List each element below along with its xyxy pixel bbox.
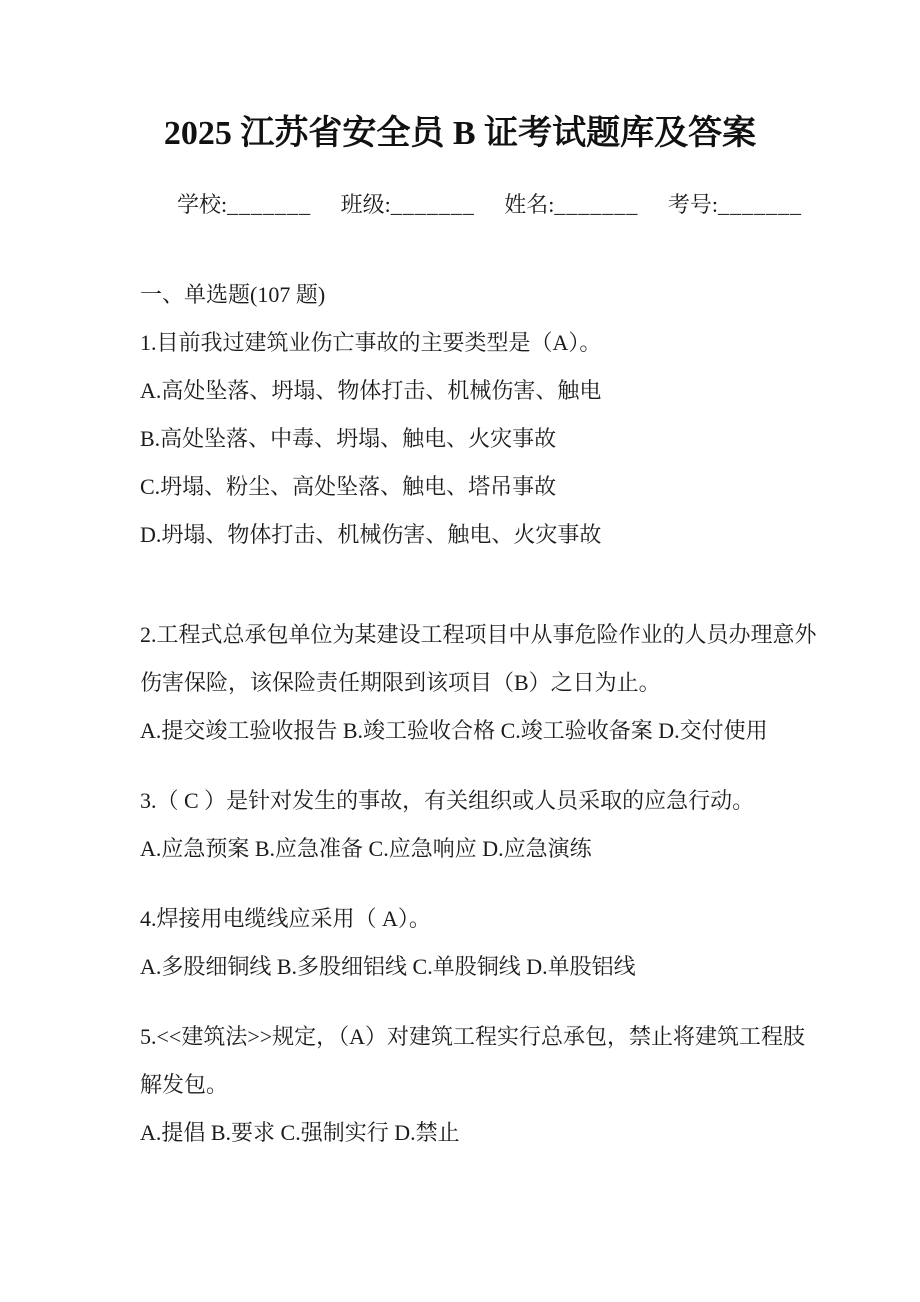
name-blank-line: _______	[554, 192, 639, 217]
question-text: 3.（ C ）是针对发生的事故，有关组织或人员采取的应急行动。	[140, 788, 755, 813]
options-row: A.多股细铜线 B.多股细铝线 C.单股铜线 D.单股铝线	[140, 954, 636, 979]
option-a: A.高处坠落、坍塌、物体打击、机械伤害、触电	[140, 378, 602, 403]
question-2	[140, 611, 817, 755]
exam-number-label: 考号:	[667, 192, 718, 217]
student-info-row	[0, 190, 920, 220]
options-row: A.提倡 B.要求 C.强制实行 D.禁止	[140, 1120, 460, 1145]
section-heading-single-choice: 一、单选题(107 题)	[140, 282, 326, 307]
option-d: D.坍塌、物体打击、机械伤害、触电、火灾事故	[140, 522, 602, 547]
school-field	[177, 190, 311, 220]
class-label: 班级:	[340, 192, 391, 217]
question-text: 5.<<建筑法>>规定，（A）对建筑工程实行总承包，禁止将建筑工程肢	[140, 1024, 806, 1049]
exam-number-field	[668, 190, 802, 220]
class-blank-line: _______	[390, 192, 475, 217]
exam-number-blank-line: _______	[718, 192, 802, 217]
options-row: A.提交竣工验收报告 B.竣工验收合格 C.竣工验收备案 D.交付使用	[140, 718, 768, 743]
name-label: 姓名:	[504, 192, 555, 217]
question-text-continued: 伤害保险，该保险责任期限到该项目（B）之日为止。	[140, 670, 661, 695]
question-3	[140, 777, 800, 873]
question-text-continued: 解发包。	[140, 1072, 229, 1097]
question-5	[140, 1013, 806, 1157]
question-text: 1.目前我过建筑业伤亡事故的主要类型是（A）。	[140, 330, 602, 355]
options-row: A.应急预案 B.应急准备 C.应急响应 D.应急演练	[140, 836, 592, 861]
school-blank-line: _______	[227, 192, 312, 217]
option-b: B.高处坠落、中毒、坍塌、触电、火灾事故	[140, 426, 557, 451]
question-text: 4.焊接用电缆线应采用（ A）。	[140, 906, 431, 931]
name-field	[504, 190, 638, 220]
page-title: 2025 江苏省安全员 B 证考试题库及答案	[163, 115, 757, 152]
question-1	[140, 319, 800, 559]
question-4	[140, 895, 800, 991]
question-list	[140, 271, 817, 1157]
school-label: 学校:	[177, 192, 228, 217]
class-field	[341, 190, 475, 220]
option-c: C.坍塌、粉尘、高处坠落、触电、塔吊事故	[140, 474, 557, 499]
question-text: 2.工程式总承包单位为某建设工程项目中从事危险作业的人员办理意外	[140, 622, 817, 647]
